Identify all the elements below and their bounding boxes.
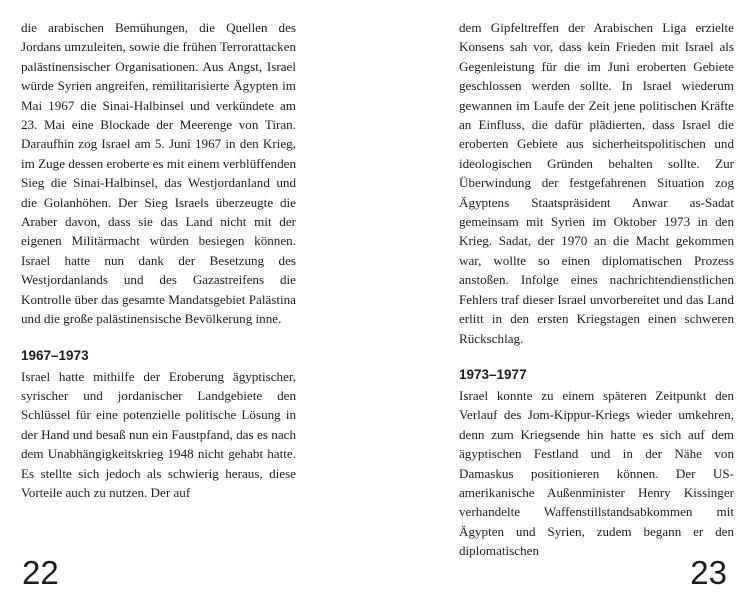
- right-page: [375, 0, 750, 609]
- right-section-heading: 1973–1977: [459, 366, 527, 382]
- right-page-number: 23: [690, 554, 727, 591]
- left-section-heading: 1967–1973: [21, 347, 89, 363]
- left-paragraph-1: die arabischen Bemühungen, die Quellen des Jordans umzuleiten, sowie die frühen Terrorattacken palästinensischer Organisationen. Aus Angst, Israel würde Syrien angreifen, remilitarisierte Ägypten im Mai 1967 die Sinai-Halbinsel und verkündete am 23. Mai eine Blockade der Meerenge von Tiran. Daraufhin zog Israel am 5. Juni 1967 in den Krieg, im Zuge dessen eroberte es mit einem verblüffenden Sieg die Sinai-Halbinsel, das Westjordanland und die Golanhöhen. Der Sieg Israels überzeugte die Araber davon, dass sie das Land nicht mit der eigenen Militärmacht würden besiegen können. Israel hatte nun dank der Besetzung des Westjordanlands und des Gazastreifens die Kontrolle über das gesamte Mandatsgebiet Palästina und die große palästinensische Bevölkerung inne.: [21, 20, 296, 327]
- right-paragraph-2: Israel konnte zu einem späteren Zeitpunkt den Verlauf des Jom-Kippur-Kriegs wieder umkehren, denn zum Kriegsende hin hatte es sich auf dem ägyptischen Festland und in der Nähe von Damaskus positionieren können. Der US-amerikanische Außenminister Henry Kissinger verhandelte Waffenstillstandsabkommen mit Ägypten und Syrien, zudem begann er den diplomatischen: [459, 387, 734, 559]
- left-paragraph-2: Israel hatte mithilfe der Eroberung ägyptischer, syrischer und jordanischer Landgebiete den Schlüssel für eine potenzielle politische Lösung in der Hand und besaß nun ein Faustpfand, das es nach dem Unabhängigkeitskrieg 1948 nicht gehabt hatte. Es stellte sich jedoch als schwierig heraus, diese Vorteile auch zu nutzen. Der auf: [21, 368, 296, 500]
- left-text-column: [21, 18, 296, 502]
- left-page-number: 22: [22, 554, 59, 591]
- right-text-column: [459, 18, 734, 561]
- right-paragraph-1: dem Gipfeltreffen der Arabischen Liga erzielte Konsens sah vor, dass kein Frieden mit Israel als Gegenleistung für die im Juni eroberten Gebiete geschlossen werden sollte. In Israel wiederum gewannen im Laufe der Zeit jene politischen Kräfte an Einfluss, die dafür plädierten, dass Israel die eroberten Gebiete aus sicherheitspolitischen und ideologischen Gründen behalten sollte. Zur Überwindung der festgefahrenen Situation zog Ägyptens Staatspräsident Anwar as-Sadat gemeinsam mit Syrien im Oktober 1973 in den Krieg. Sadat, der 1970 an die Macht gekommen war, wollte so einen diplomatischen Prozess anstoßen. Infolge eines nachrichtendienstlichen Fehlers traf dieser Israel unvorbereitet und das Land erlitt in den ersten Kriegstagen einen schweren Rückschlag.: [459, 20, 734, 346]
